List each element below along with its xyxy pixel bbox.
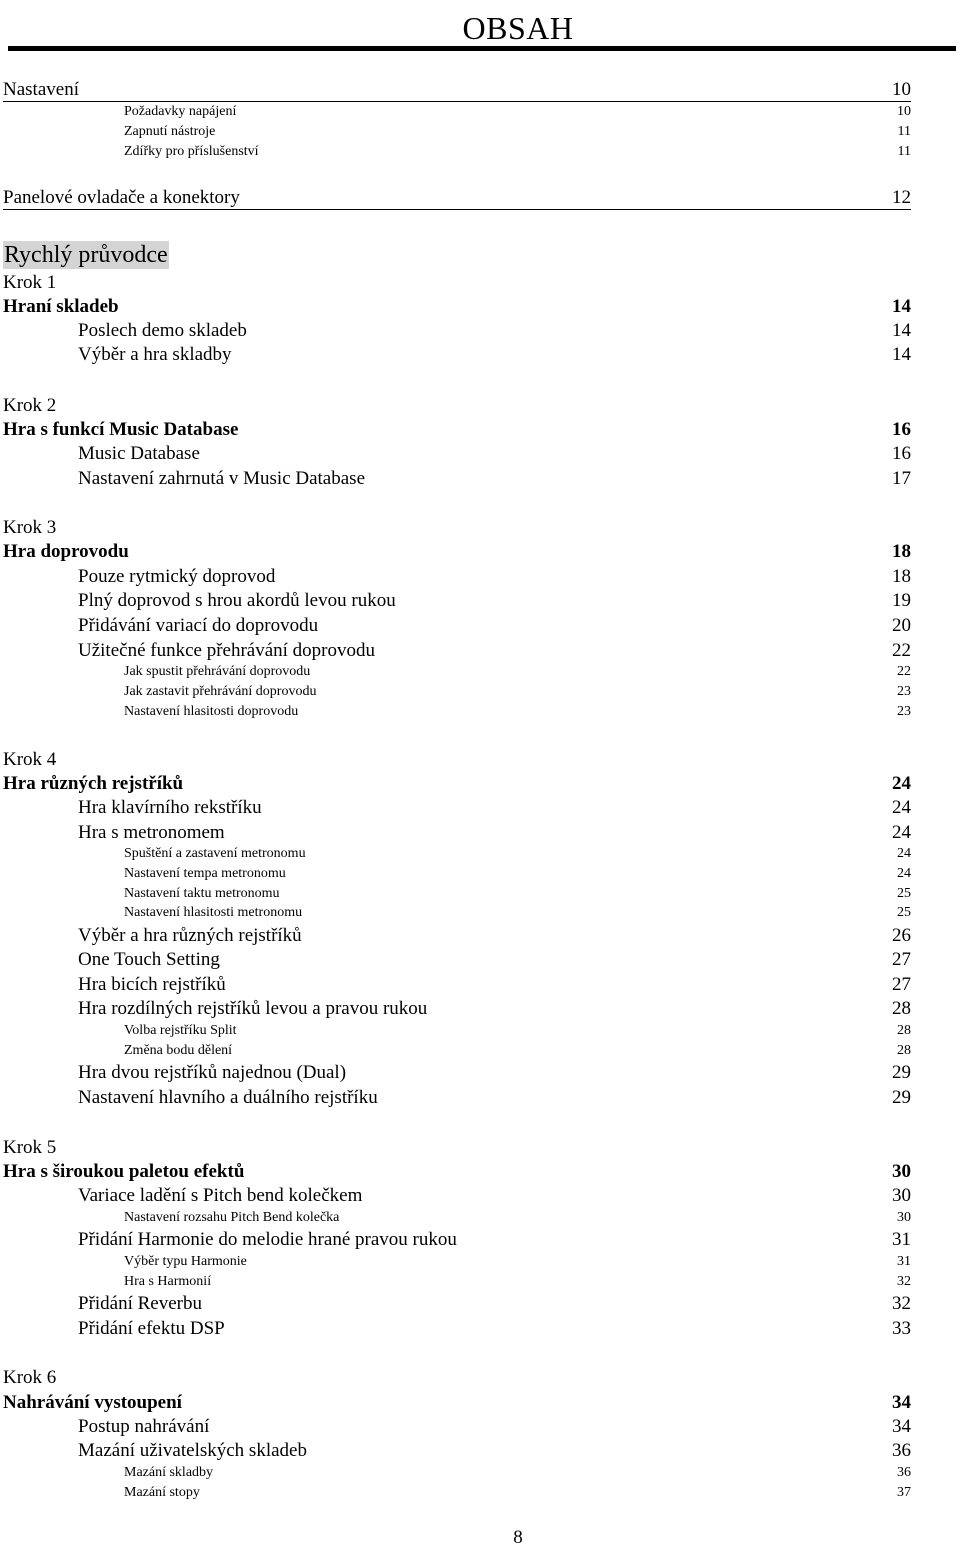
toc-entry[interactable] [3, 395, 911, 417]
toc-entry[interactable] [3, 1087, 911, 1109]
toc-entry[interactable] [3, 1253, 911, 1271]
toc-entry-page: 27 [892, 949, 911, 970]
toc-entry-page: 28 [892, 998, 911, 1019]
toc-entry-title: Krok 2 [3, 395, 57, 416]
toc-entry[interactable] [3, 344, 911, 366]
toc-entry[interactable] [3, 517, 911, 539]
toc-entry-title: Postup nahrávání [78, 1416, 210, 1437]
toc-entry[interactable] [3, 974, 911, 996]
toc-entry[interactable] [3, 1392, 911, 1414]
toc-entry-title: Hra doprovodu [3, 541, 129, 562]
toc-entry-page: 36 [892, 1440, 911, 1461]
toc-entry-title: Mazání stopy [124, 1485, 200, 1500]
toc-entry[interactable] [3, 1367, 911, 1389]
toc-entry[interactable] [3, 103, 911, 121]
toc-entry[interactable] [3, 1209, 911, 1227]
toc-entry[interactable] [3, 1229, 911, 1251]
toc-entry-page: 34 [892, 1392, 911, 1413]
toc-entry-title: Hra s funkcí Music Database [3, 419, 239, 440]
toc-entry-title: Nastavení rozsahu Pitch Bend kolečka [124, 1210, 340, 1225]
toc-entry-title: One Touch Setting [78, 949, 220, 970]
toc-entry-page: 24 [892, 773, 911, 794]
page-number: 8 [513, 1527, 523, 1548]
toc-entry[interactable] [3, 703, 911, 721]
toc-entry[interactable] [3, 320, 911, 342]
toc-entry-title: Přidávání variací do doprovodu [78, 615, 319, 636]
toc-entry[interactable] [3, 1137, 911, 1159]
toc-entry-title: Nahrávání vystoupení [3, 1392, 182, 1413]
toc-entry-page: 28 [897, 1023, 911, 1038]
toc-entry-title: Krok 3 [3, 517, 57, 538]
toc-entry[interactable] [3, 272, 911, 294]
toc-entry-title: Nastavení taktu metronomu [124, 886, 280, 901]
page-title: OBSAH [462, 10, 574, 46]
toc-entry[interactable] [3, 925, 911, 947]
toc-entry-title: Rychlý průvodce [4, 242, 168, 268]
toc-entry-page: 30 [892, 1185, 911, 1206]
toc-entry-title: Jak zastavit přehrávání doprovodu [124, 684, 317, 699]
toc-entry[interactable] [3, 797, 911, 819]
toc-entry[interactable] [3, 1161, 911, 1183]
toc-entry[interactable] [3, 845, 911, 863]
toc-entry[interactable] [3, 1440, 911, 1462]
toc-entry-title: Krok 1 [3, 272, 57, 293]
toc-entry-page: 28 [897, 1043, 911, 1058]
toc-entry[interactable] [3, 79, 911, 102]
toc-entry[interactable] [3, 187, 911, 210]
toc-entry-title: Užitečné funkce přehrávání doprovodu [78, 640, 376, 661]
toc-entry-page: 29 [892, 1087, 911, 1108]
toc-entry[interactable] [3, 640, 911, 662]
toc-entry[interactable] [3, 615, 911, 637]
toc-entry[interactable] [3, 663, 911, 681]
toc-entry-page: 32 [897, 1274, 911, 1289]
toc-entry[interactable] [3, 998, 911, 1020]
toc-entry-page: 10 [897, 104, 911, 119]
toc-entry-page: 10 [892, 79, 911, 100]
toc-entry-title: Zdířky pro příslušenství [124, 144, 259, 159]
toc-entry[interactable] [3, 296, 911, 318]
toc-entry-page: 31 [897, 1254, 911, 1269]
toc-entry[interactable] [3, 773, 911, 795]
toc-entry-title: Krok 6 [3, 1367, 57, 1388]
toc-entry-title: Panelové ovladače a konektory [3, 187, 240, 208]
toc-entry-title: Hraní skladeb [3, 296, 119, 317]
toc-entry-title: Music Database [78, 443, 200, 464]
toc-entry-page: 33 [892, 1318, 911, 1339]
toc-entry-page: 22 [892, 640, 911, 661]
toc-entry-page: 26 [892, 925, 911, 946]
toc-entry[interactable] [3, 1062, 911, 1084]
toc-entry[interactable] [3, 1273, 911, 1291]
toc-entry[interactable] [3, 143, 911, 161]
toc-entry-title: Nastavení hlasitosti metronomu [124, 905, 303, 920]
toc-entry-title: Výběr a hra různých rejstříků [78, 925, 302, 946]
toc-entry-title: Nastavení hlasitosti doprovodu [124, 704, 299, 719]
toc-entry[interactable] [3, 683, 911, 701]
toc-entry-title: Hra různých rejstříků [3, 773, 184, 794]
toc-entry-page: 25 [897, 905, 911, 920]
toc-entry-title: Mazání skladby [124, 1465, 214, 1480]
toc-entry[interactable] [3, 123, 911, 141]
toc-entry-page: 30 [897, 1210, 911, 1225]
toc-entry[interactable] [3, 419, 911, 441]
toc-entry-page: 14 [892, 296, 911, 317]
toc-entry[interactable] [3, 1022, 911, 1040]
toc-entry-page: 31 [892, 1229, 911, 1250]
toc-entry[interactable] [3, 541, 911, 563]
toc-entry-page: 18 [892, 566, 911, 587]
toc-entry[interactable] [3, 241, 911, 269]
toc-entry-title: Plný doprovod s hrou akordů levou rukou [78, 590, 396, 611]
toc-entry-title: Spuštění a zastavení metronomu [124, 846, 306, 861]
toc-entry-page: 14 [892, 320, 911, 341]
toc-entry-page: 24 [892, 822, 911, 843]
toc-entry[interactable] [3, 1042, 911, 1060]
toc-entry-page: 27 [892, 974, 911, 995]
toc-entry-page: 12 [892, 187, 911, 208]
toc-entry-title: Krok 4 [3, 749, 57, 770]
toc-entry[interactable] [3, 822, 911, 844]
toc-entry[interactable] [3, 904, 911, 922]
toc-entry-page: 23 [897, 704, 911, 719]
toc-entry-title: Hra s metronomem [78, 822, 225, 843]
toc-entry-title: Krok 5 [3, 1137, 57, 1158]
toc-entry-title: Přidání Reverbu [78, 1293, 203, 1314]
toc-entry[interactable] [3, 1293, 911, 1315]
toc-entry-page: 24 [892, 797, 911, 818]
toc-entry-page: 11 [897, 124, 911, 139]
toc-entry-title: Volba rejstříku Split [124, 1023, 237, 1038]
toc-entry-page: 24 [897, 866, 911, 881]
toc-entry-title: Jak spustit přehrávání doprovodu [124, 664, 311, 679]
toc-entry-title: Hra bicích rejstříků [78, 974, 226, 995]
toc-entry-page: 34 [892, 1416, 911, 1437]
toc-entry-page: 17 [892, 468, 911, 489]
toc-entry-title: Hra rozdílných rejstříků levou a pravou rukou [78, 998, 428, 1019]
toc-entry[interactable] [3, 443, 911, 465]
toc-entry[interactable] [3, 1318, 911, 1340]
toc-entry[interactable] [3, 949, 911, 971]
toc-entry-title: Nastavení zahrnutá v Music Database [78, 468, 366, 489]
toc-entry-title: Nastavení hlavního a duálního rejstříku [78, 1087, 378, 1108]
toc-entry-page: 24 [897, 846, 911, 861]
toc-entry-page: 25 [897, 886, 911, 901]
toc-entry-page: 30 [892, 1161, 911, 1182]
toc-entry-page: 16 [892, 443, 911, 464]
toc-entry-page: 18 [892, 541, 911, 562]
toc-entry-page: 22 [897, 664, 911, 679]
toc-entry-page: 19 [892, 590, 911, 611]
toc-entry[interactable] [3, 749, 911, 771]
toc-entry-title: Nastavení [3, 79, 79, 100]
toc-entry[interactable] [3, 1416, 911, 1438]
toc-entry-page: 32 [892, 1293, 911, 1314]
toc-entry-page: 20 [892, 615, 911, 636]
toc-entry-title: Požadavky napájení [124, 104, 237, 119]
toc-entry-title: Výběr a hra skladby [78, 344, 232, 365]
toc-entry-page: 16 [892, 419, 911, 440]
toc-entry-page: 29 [892, 1062, 911, 1083]
toc-entry-title: Hra s Harmonií [124, 1274, 212, 1289]
toc-entry-title: Variace ladění s Pitch bend kolečkem [78, 1185, 363, 1206]
toc-entry[interactable] [3, 1484, 911, 1502]
toc-entry-title: Hra s široukou paletou efektů [3, 1161, 245, 1182]
toc-entry[interactable] [3, 590, 911, 612]
toc-entry-title: Poslech demo skladeb [78, 320, 247, 341]
toc-entry-title: Nastavení tempa metronomu [124, 866, 286, 881]
toc-entry-page: 37 [897, 1485, 911, 1500]
toc-entry-page: 23 [897, 684, 911, 699]
toc-entry[interactable] [3, 1464, 911, 1482]
toc-entry-page: 11 [897, 144, 911, 159]
toc-entry-title: Pouze rytmický doprovod [78, 566, 276, 587]
toc-entry-page: 14 [892, 344, 911, 365]
toc-entry-title: Přidání Harmonie do melodie hrané pravou rukou [78, 1229, 457, 1250]
toc-entry-title: Hra klavírního rekstříku [78, 797, 262, 818]
toc-entry-title: Přidání efektu DSP [78, 1318, 225, 1339]
toc-entry[interactable] [3, 1185, 911, 1207]
toc-entry-title: Mazání uživatelských skladeb [78, 1440, 307, 1461]
toc-entry-title: Hra dvou rejstříků najednou (Dual) [78, 1062, 347, 1083]
toc-entry[interactable] [3, 865, 911, 883]
toc-entry-title: Výběr typu Harmonie [124, 1254, 247, 1269]
toc-entry[interactable] [3, 468, 911, 490]
toc-entry[interactable] [3, 566, 911, 588]
toc-entry-page: 36 [897, 1465, 911, 1480]
toc-entry-title: Změna bodu dělení [124, 1043, 233, 1058]
toc-entry[interactable] [3, 885, 911, 903]
toc-entry-title: Zapnutí nástroje [124, 124, 216, 139]
